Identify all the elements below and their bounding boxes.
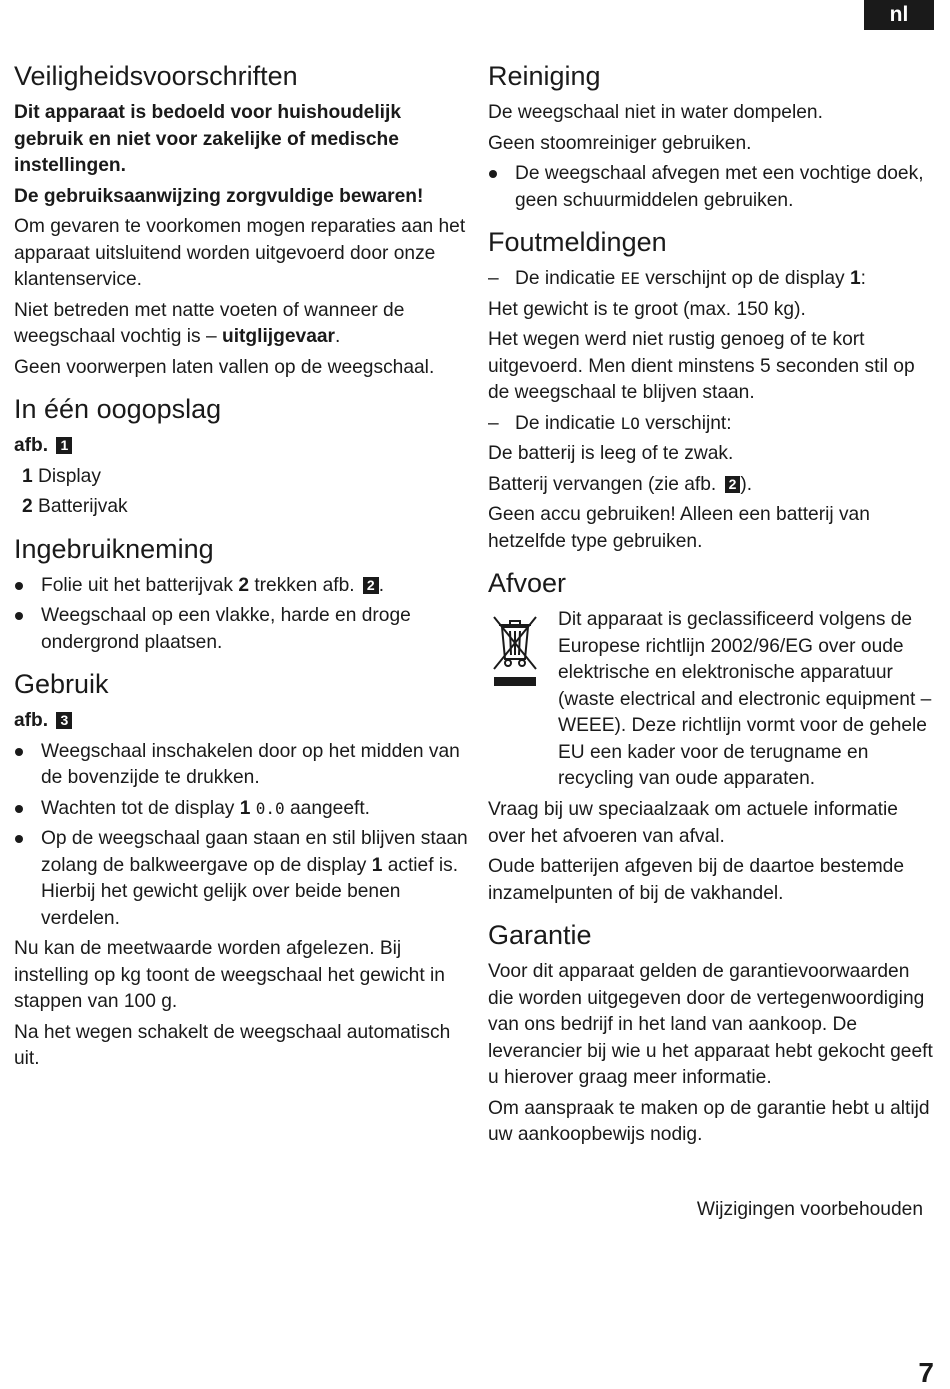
cleaning-title: Reiniging (488, 61, 601, 91)
error-item-ee (488, 266, 938, 293)
item-label: Batterijvak (38, 496, 128, 517)
errors-paragraph-3: De batterij is leeg of te zwak. (488, 443, 734, 464)
errors-paragraph-5: Geen accu gebruiken! Alleen een batterij van hetzelfde type gebruiken. (488, 504, 870, 552)
item-number: 1 (22, 465, 33, 487)
setup-bullet-2: Weegschaal op een vlakke, harde en droge ondergrond plaatsen. (14, 603, 469, 656)
safety-bold-1: Dit apparaat is bedoeld voor huishoudelijk gebruik en niet voor zakelijke of medische instellingen. (14, 102, 402, 176)
display-ref-number: 1 (849, 268, 861, 289)
item-label: Display (38, 465, 101, 487)
safety-paragraph-1: Om gevaren te voorkomen mogen reparaties aan het apparaat uitsluitend worden uitgevoerd door onze klantenservice. (14, 216, 466, 290)
item-number: 2 (22, 496, 33, 517)
cleaning-paragraph-1: De weegschaal niet in water dompelen. (488, 102, 823, 123)
cleaning-section (488, 58, 938, 214)
slip-hazard-text: uitglijgevaar (221, 326, 336, 347)
warranty-paragraph-1: Voor dit apparaat gelden de garantievoorwaarden die worden uitgegeven door de vertegenwoordiging van ons bedrijf in het land van aankoop. De leverancier bij wie u het apparaat hebt gekocht geeft u hierover graag meer informatie. (488, 961, 933, 1088)
language-tab: nl (864, 0, 934, 30)
cleaning-bullet: De weegschaal afvegen met een vochtige doek, geen schuurmiddelen gebruiken. (488, 161, 938, 214)
cleaning-paragraph-2: Geen stoomreiniger gebruiken. (488, 132, 752, 154)
safety-p2-end: . (335, 326, 341, 347)
overview-title: In één oogopslag (14, 394, 222, 424)
overview-item (14, 494, 469, 521)
error-item-lo (488, 411, 938, 438)
errors-p4-text: Batterij vervangen (zie afb. (488, 473, 722, 495)
disposal-paragraph-2: Vraag bij uw speciaalzaak om actuele informatie over het afvoeren van afval. (488, 799, 898, 847)
setup-b1-mid: trekken afb. (248, 574, 360, 596)
figure-label: afb. (14, 435, 49, 456)
figure-number-badge: 2 (725, 476, 741, 493)
errors-p4-end: ). (740, 473, 753, 495)
weee-crossed-bin-icon (490, 613, 540, 689)
error-ee-end: : (860, 268, 866, 289)
safety-p2-text: Niet betreden met natte voeten of wanneer de weegschaal vochtig is – (14, 299, 405, 347)
error-ee-mid: verschijnt op de display (639, 268, 850, 289)
errors-paragraph-4 (488, 472, 938, 499)
use-b2-end: aangeeft. (284, 797, 371, 819)
warranty-paragraph-2: Om aanspraak te maken op de garantie hebt u altijd uw aankoopbewijs nodig. (488, 1097, 930, 1145)
disposal-title: Afvoer (488, 568, 567, 598)
safety-title: Veiligheidsvoorschriften (14, 61, 298, 91)
errors-title: Foutmeldingen (488, 227, 667, 257)
page-number: 7 (918, 1357, 934, 1388)
use-bullet-3 (14, 826, 469, 932)
use-paragraph-2: Na het wegen schakelt de weegschaal automatisch uit. (14, 1021, 451, 1069)
figure-number-badge: 3 (56, 712, 72, 729)
use-figure-ref (14, 708, 469, 735)
right-column (488, 58, 938, 1153)
use-section (14, 666, 469, 1073)
disposal-section (488, 565, 938, 907)
safety-paragraph-2 (14, 298, 469, 351)
display-ref-number: 1 (239, 797, 251, 819)
error-lo-text: De indicatie (515, 412, 621, 434)
disposal-block (488, 607, 938, 797)
use-title: Gebruik (14, 669, 109, 699)
figure-label: afb. (14, 710, 49, 731)
error-ee-readout: EE (620, 269, 640, 288)
warranty-title: Garantie (488, 920, 592, 950)
setup-title: Ingebruikneming (14, 533, 214, 564)
use-bullet-1: Weegschaal inschakelen door op het midden van de bovenzijde te drukken. (14, 739, 469, 792)
display-ref-number: 1 (371, 854, 383, 876)
safety-section (14, 58, 469, 381)
setup-bullet-1 (14, 573, 469, 600)
error-lo-readout: LO (620, 413, 640, 433)
setup-b1-text: Folie uit het batterijvak (41, 574, 239, 596)
overview-section (14, 391, 469, 521)
use-bullet-2 (14, 796, 469, 823)
disposal-paragraph-3: Oude batterijen afgeven bij de daartoe bestemde inzamelpunten of bij de vakhandel. (488, 856, 905, 904)
footnote: Wijzigingen voorbehouden (696, 1199, 923, 1220)
safety-paragraph-3: Geen voorwerpen laten vallen op de weegschaal. (14, 356, 435, 378)
battery-ref-number: 2 (238, 574, 249, 596)
errors-paragraph-2: Het wegen werd niet rustig genoeg of te kort uitgevoerd. Men dient minstens 5 seconden stil op de weegschaal te blijven staan. (488, 329, 915, 403)
setup-section (14, 531, 469, 657)
use-b3-end: actief is. Hierbij het gewicht gelijk over beide benen verdelen. (41, 854, 459, 929)
figure-number-badge: 2 (363, 577, 379, 594)
safety-bold-2: De gebruiksaanwijzing zorgvuldige bewaren! (14, 185, 424, 207)
error-lo-end: verschijnt: (639, 412, 732, 434)
errors-paragraph-1: Het gewicht is te groot (max. 150 kg). (488, 298, 806, 320)
disposal-paragraph-1: Dit apparaat is geclassificeerd volgens de Europese richtlijn 2002/96/EG over oude elektrische en elektronische apparatuur (waste electrical and electronic equipment – WEEE). Deze richtlijn vormt voor de gehele EU een kader voor de terugname en recycling van oude apparaten. (558, 609, 932, 789)
figure-number-badge: 1 (56, 437, 72, 454)
left-column (14, 58, 469, 1077)
errors-section (488, 224, 938, 555)
warranty-section (488, 917, 938, 1149)
overview-figure-ref (14, 433, 469, 460)
overview-item (14, 464, 469, 491)
use-paragraph-1: Nu kan de meetwaarde worden afgelezen. Bij instelling op kg toont de weegschaal het gewicht in stappen van 100 g. (14, 938, 445, 1012)
display-zero-readout: 0.0 (255, 798, 285, 818)
use-b3-text: Op de weegschaal gaan staan en stil blijven staan zolang de balkweergave op de display (41, 828, 468, 876)
error-ee-text: De indicatie (515, 268, 621, 289)
setup-b1-end: . (378, 574, 385, 596)
use-b2-text: Wachten tot de display (41, 797, 240, 819)
